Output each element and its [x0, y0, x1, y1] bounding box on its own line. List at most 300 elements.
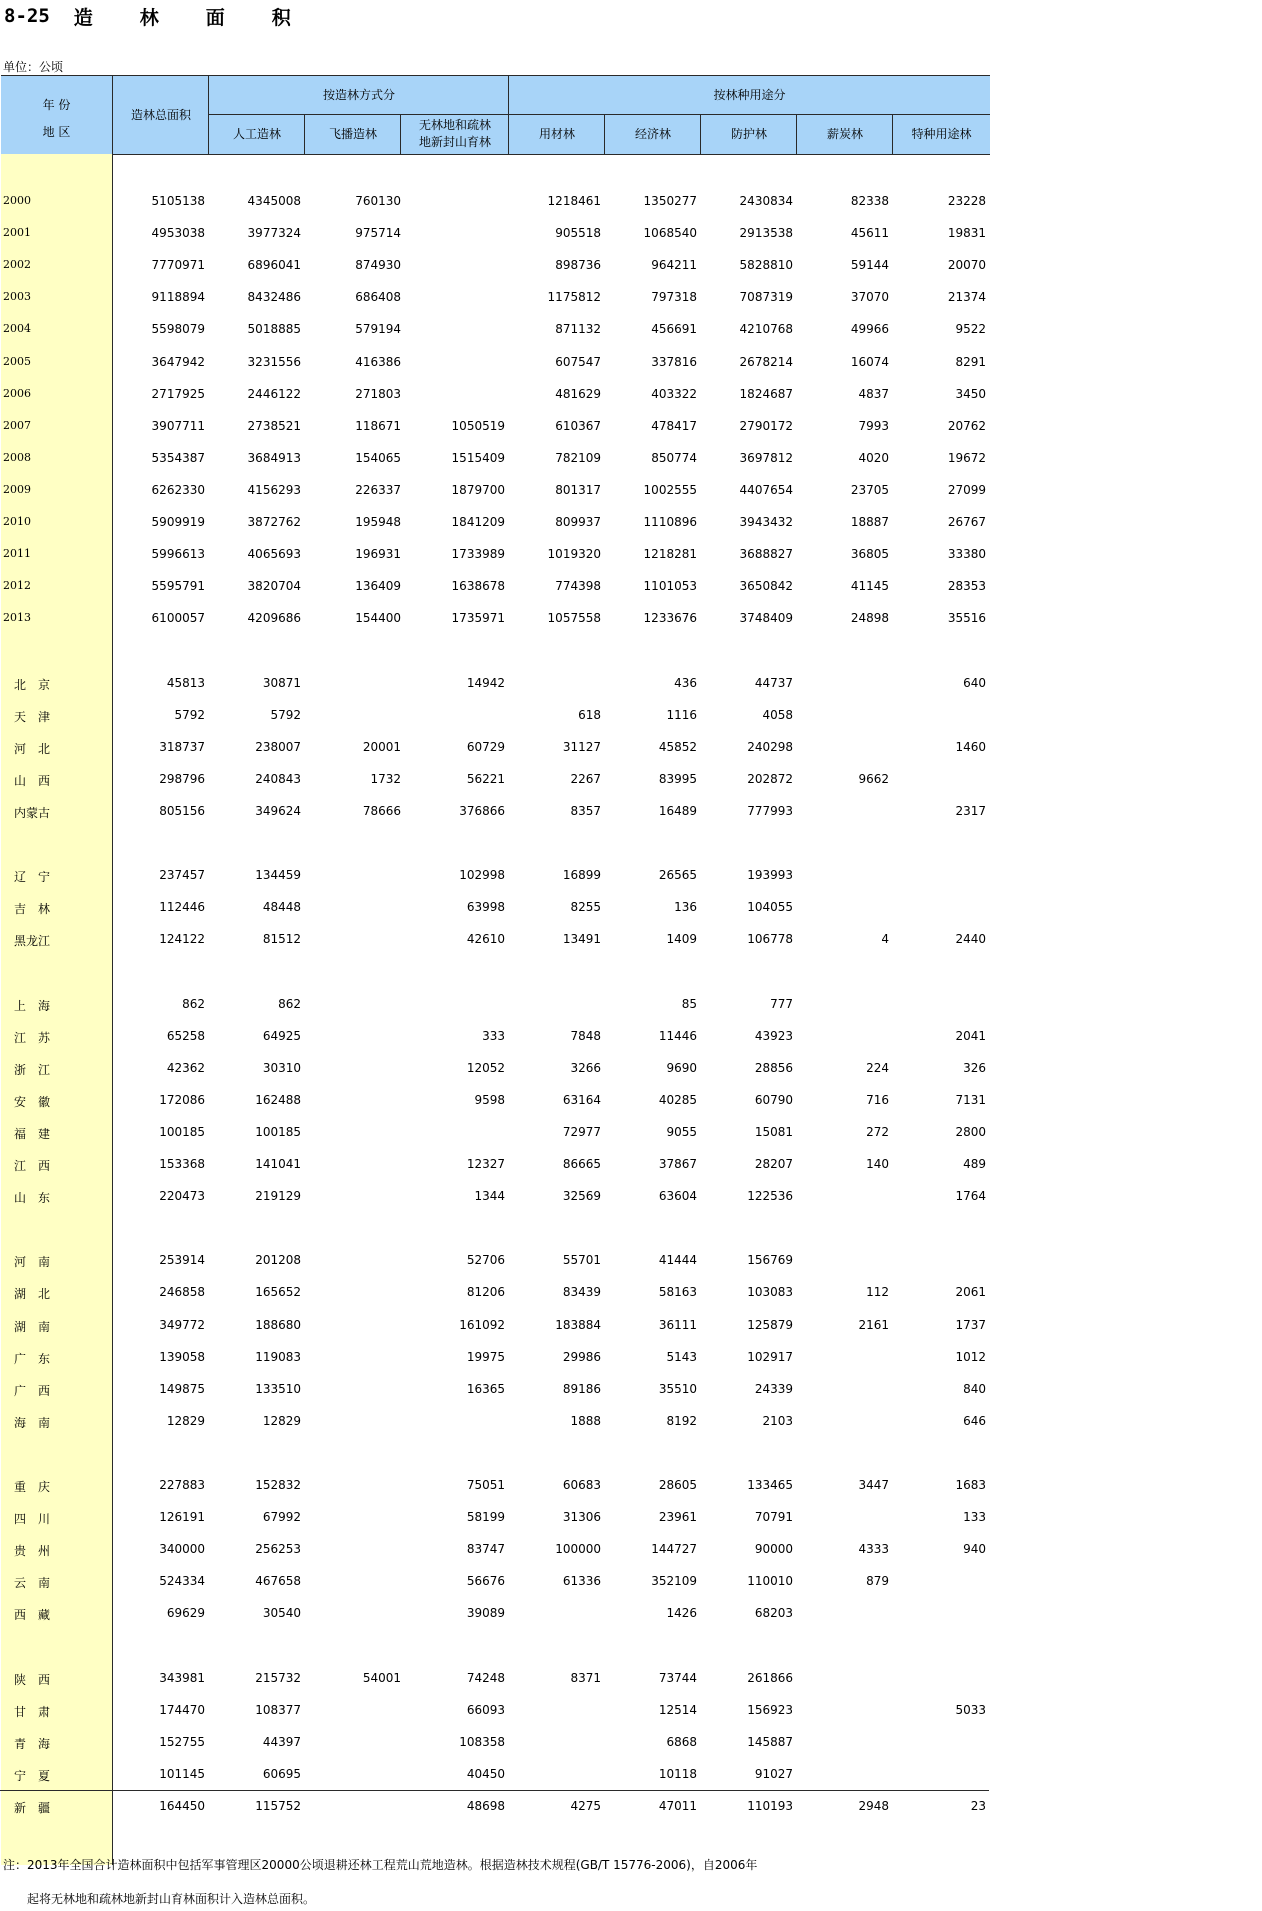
cell-value: 156923 [747, 1702, 793, 1717]
page-title [4, 2, 338, 30]
cell-value: 4210768 [739, 322, 793, 337]
cell-value: 618 [578, 707, 601, 722]
cell-value: 60683 [562, 1478, 601, 1492]
row-region: 甘 肃 [13, 1704, 50, 1719]
cell-value: 63604 [658, 1189, 697, 1204]
cell-value: 30871 [262, 675, 301, 690]
cell-value: 7993 [858, 418, 889, 433]
cell-value: 16365 [466, 1381, 505, 1396]
cell-value: 145887 [747, 1734, 793, 1749]
table-row [1, 1727, 990, 1759]
grid-line [208, 114, 990, 115]
cell-value: 44737 [754, 675, 793, 690]
cell-value: 862 [278, 996, 301, 1011]
cell-value: 4407654 [739, 482, 793, 497]
cell-value: 1409 [666, 932, 697, 947]
cell-value: 23705 [850, 482, 889, 497]
cell-value: 640 [963, 675, 986, 690]
cell-value: 8432486 [247, 290, 301, 305]
cell-value: 133465 [747, 1478, 793, 1492]
cell-value: 874930 [355, 258, 401, 273]
cell-value: 36805 [850, 547, 889, 562]
cell-value: 227883 [159, 1478, 205, 1492]
cell-value: 26767 [947, 515, 986, 529]
cell-value: 110010 [747, 1574, 793, 1589]
cell-value: 140 [866, 1157, 889, 1171]
cell-value: 219129 [255, 1189, 301, 1204]
table-row [1, 1342, 990, 1374]
cell-value: 6868 [666, 1734, 697, 1749]
cell-value: 2446122 [247, 386, 301, 401]
cell-value: 47011 [658, 1799, 697, 1813]
grid-line [400, 114, 401, 154]
title-char: 面 [205, 6, 225, 29]
header-col: 特种用途林 [911, 127, 972, 141]
cell-value: 215732 [255, 1670, 301, 1685]
cell-value: 1426 [666, 1606, 697, 1621]
cell-value: 240843 [255, 771, 301, 786]
cell-value: 801317 [555, 482, 601, 497]
table-row [1, 668, 990, 700]
header-col: 飞播造林 [328, 127, 377, 141]
cell-value: 24898 [850, 611, 889, 626]
cell-value: 2430834 [739, 194, 793, 208]
cell-value: 30540 [262, 1606, 301, 1621]
cell-value: 686408 [355, 290, 401, 305]
cell-value: 3647942 [151, 354, 205, 369]
cell-value: 403322 [651, 386, 697, 401]
cell-value: 31306 [562, 1510, 601, 1525]
header-col: 薪炭林 [826, 127, 863, 141]
cell-value: 5792 [174, 707, 205, 722]
cell-value: 898736 [555, 258, 601, 273]
cell-value: 343981 [159, 1670, 205, 1685]
cell-value: 4058 [762, 707, 793, 722]
table-number: 8-25 [4, 5, 50, 27]
cell-value: 108358 [459, 1734, 505, 1749]
cell-value: 4345008 [247, 194, 301, 208]
table-row [1, 1117, 990, 1149]
table-row [1, 1181, 990, 1213]
cell-value: 196931 [355, 547, 401, 562]
cell-value: 8192 [666, 1413, 697, 1428]
table-row [1, 700, 990, 732]
cell-value: 122536 [747, 1189, 793, 1204]
cell-value: 78666 [362, 803, 401, 818]
cell-value: 1057558 [547, 611, 601, 626]
cell-value: 777993 [747, 803, 793, 818]
row-region: 内蒙古 [13, 805, 50, 820]
footnote: 注：2013年全国合计造林面积中包括军事管理区20000公顷退耕还林工程荒山荒地造林。根据造林技术规程(GB/T 15776-2006)，自2006年 [3, 1858, 758, 1872]
cell-value: 879 [866, 1574, 889, 1589]
cell-value: 70791 [754, 1510, 793, 1525]
row-region: 河 南 [13, 1255, 50, 1270]
cell-value: 777 [770, 996, 793, 1011]
table-row [1, 186, 990, 218]
table-row [1, 989, 990, 1021]
cell-value: 220473 [159, 1189, 205, 1204]
cell-value: 607547 [555, 354, 601, 369]
cell-value: 774398 [555, 579, 601, 594]
cell-value: 2041 [955, 1028, 986, 1043]
row-region: 浙 江 [13, 1062, 50, 1077]
table-row [1, 475, 990, 507]
row-region: 江 苏 [13, 1030, 50, 1045]
cell-value: 2948 [858, 1799, 889, 1813]
cell-value: 6896041 [247, 258, 301, 273]
cell-value: 66093 [466, 1702, 505, 1717]
cell-value: 144727 [651, 1542, 697, 1557]
cell-value: 37867 [658, 1157, 697, 1171]
cell-value: 63164 [562, 1092, 601, 1107]
cell-value: 4333 [858, 1542, 889, 1557]
cell-value: 58199 [466, 1510, 505, 1525]
cell-value: 5909919 [151, 515, 205, 529]
cell-value: 1012 [955, 1349, 986, 1364]
cell-value: 1735971 [451, 611, 505, 626]
cell-value: 2317 [955, 803, 986, 818]
cell-value: 376866 [459, 803, 505, 818]
cell-value: 253914 [159, 1253, 205, 1268]
cell-value: 224 [866, 1060, 889, 1075]
cell-value: 272 [866, 1124, 889, 1139]
table-row [1, 1598, 990, 1630]
cell-value: 646 [963, 1413, 986, 1428]
table-row [1, 1021, 990, 1053]
cell-value: 9055 [666, 1124, 697, 1139]
table-row [1, 1085, 990, 1117]
cell-value: 102998 [459, 868, 505, 883]
cell-value: 81512 [262, 932, 301, 947]
cell-value: 19831 [947, 226, 986, 241]
row-region: 海 南 [13, 1415, 50, 1430]
row-region: 湖 北 [13, 1287, 50, 1302]
cell-value: 3231556 [247, 354, 301, 369]
cell-value: 74248 [466, 1670, 505, 1685]
cell-value: 3688827 [739, 547, 793, 562]
table-row [1, 282, 990, 314]
cell-value: 1116 [666, 707, 697, 722]
cell-value: 7131 [955, 1092, 986, 1107]
cell-value: 467658 [255, 1574, 301, 1589]
table-row [1, 443, 990, 475]
cell-value: 156769 [747, 1253, 793, 1268]
table-row [1, 1470, 990, 1502]
title-char: 积 [271, 6, 291, 29]
cell-value: 1733989 [451, 547, 505, 562]
cell-value: 871132 [555, 322, 601, 337]
cell-value: 2267 [570, 771, 601, 786]
row-year: 2009 [3, 482, 31, 496]
cell-value: 45611 [850, 226, 889, 241]
cell-value: 42362 [166, 1060, 205, 1075]
cell-value: 478417 [651, 418, 697, 433]
cell-value: 19672 [947, 450, 986, 465]
header-col: 经济林 [634, 127, 671, 141]
cell-value: 2161 [858, 1317, 889, 1332]
cell-value: 55701 [562, 1253, 601, 1268]
cell-value: 16899 [562, 868, 601, 883]
cell-value: 112446 [159, 900, 205, 915]
cell-value: 1515409 [451, 450, 505, 465]
cell-value: 760130 [355, 194, 401, 208]
cell-value: 28856 [754, 1060, 793, 1075]
cell-value: 2678214 [739, 354, 793, 369]
row-region: 广 西 [13, 1383, 50, 1398]
cell-value: 52706 [466, 1253, 505, 1268]
cell-value: 102917 [747, 1349, 793, 1364]
cell-value: 11446 [658, 1028, 697, 1043]
cell-value: 165652 [255, 1285, 301, 1300]
cell-value: 3872762 [247, 515, 301, 529]
cell-value: 24339 [754, 1381, 793, 1396]
cell-value: 4275 [570, 1799, 601, 1813]
cell-value: 964211 [651, 258, 697, 273]
cell-value: 21374 [947, 290, 986, 305]
cell-value: 28207 [754, 1157, 793, 1171]
cell-value: 809937 [555, 515, 601, 529]
cell-value: 42610 [466, 932, 505, 947]
cell-value: 61336 [562, 1574, 601, 1589]
cell-value: 333 [482, 1028, 505, 1043]
cell-value: 9598 [474, 1092, 505, 1107]
cell-value: 1888 [570, 1413, 601, 1428]
row-region: 四 川 [13, 1512, 50, 1527]
cell-value: 67992 [262, 1510, 301, 1525]
cell-value: 256253 [255, 1542, 301, 1557]
cell-value: 103083 [747, 1285, 793, 1300]
cell-value: 1101053 [643, 579, 697, 594]
header-year: 年 份 [42, 98, 71, 112]
cell-value: 69629 [166, 1606, 205, 1621]
cell-value: 195948 [355, 515, 401, 529]
cell-value: 3650842 [739, 579, 793, 594]
table-row [1, 1566, 990, 1598]
cell-value: 83747 [466, 1542, 505, 1557]
cell-value: 14942 [466, 675, 505, 690]
cell-value: 119083 [255, 1349, 301, 1364]
cell-value: 136409 [355, 579, 401, 594]
cell-value: 115752 [255, 1799, 301, 1813]
cell-value: 83439 [562, 1285, 601, 1300]
cell-value: 1110896 [643, 515, 697, 529]
cell-value: 3266 [570, 1060, 601, 1075]
cell-value: 15081 [754, 1124, 793, 1139]
cell-value: 153368 [159, 1157, 205, 1171]
cell-value: 81206 [466, 1285, 505, 1300]
cell-value: 12052 [466, 1060, 505, 1075]
cell-value: 1002555 [643, 482, 697, 497]
cell-value: 188680 [255, 1317, 301, 1332]
cell-value: 318737 [159, 739, 205, 754]
cell-value: 19975 [466, 1349, 505, 1364]
cell-value: 106778 [747, 932, 793, 947]
cell-value: 3450 [955, 386, 986, 401]
cell-value: 100185 [255, 1124, 301, 1139]
row-region: 贵 州 [13, 1544, 50, 1559]
cell-value: 1068540 [643, 226, 697, 241]
cell-value: 7770971 [151, 258, 205, 273]
cell-value: 44397 [262, 1734, 301, 1749]
cell-value: 39089 [466, 1606, 505, 1621]
cell-value: 58163 [658, 1285, 697, 1300]
row-year: 2008 [3, 450, 31, 464]
cell-value: 89186 [562, 1381, 601, 1396]
table-row [1, 1791, 990, 1823]
cell-value: 110193 [747, 1799, 793, 1813]
cell-value: 9662 [858, 771, 889, 786]
cell-value: 20001 [362, 739, 401, 754]
cell-value: 261866 [747, 1670, 793, 1685]
cell-value: 9690 [666, 1060, 697, 1075]
cell-value: 68203 [754, 1606, 793, 1621]
cell-value: 716 [866, 1092, 889, 1107]
cell-value: 1344 [474, 1189, 505, 1204]
cell-value: 246858 [159, 1285, 205, 1300]
cell-value: 161092 [459, 1317, 505, 1332]
cell-value: 72977 [562, 1124, 601, 1139]
cell-value: 12514 [658, 1702, 697, 1717]
table-row [1, 892, 990, 924]
cell-value: 7087319 [739, 290, 793, 305]
cell-value: 1050519 [451, 418, 505, 433]
cell-value: 91027 [754, 1766, 793, 1781]
row-region: 新 疆 [13, 1801, 50, 1815]
cell-value: 489 [963, 1157, 986, 1171]
cell-value: 456691 [651, 322, 697, 337]
table-row [1, 1534, 990, 1566]
table-header [1, 75, 990, 155]
table-row [1, 924, 990, 956]
cell-value: 12829 [166, 1413, 205, 1428]
cell-value: 30310 [262, 1060, 301, 1075]
cell-value: 2103 [762, 1413, 793, 1428]
grid-line [700, 114, 701, 154]
cell-value: 43923 [754, 1028, 793, 1043]
cell-value: 340000 [159, 1542, 205, 1557]
cell-value: 172086 [159, 1092, 205, 1107]
row-region: 河 北 [13, 741, 50, 756]
cell-value: 154065 [355, 450, 401, 465]
cell-value: 20762 [947, 418, 986, 433]
row-year: 2003 [3, 290, 31, 304]
row-region: 辽 宁 [13, 870, 50, 885]
cell-value: 45852 [658, 739, 697, 754]
cell-value: 9118894 [151, 290, 205, 305]
cell-value: 133510 [255, 1381, 301, 1396]
table-row [1, 1663, 990, 1695]
cell-value: 152755 [159, 1734, 205, 1749]
table-row [1, 1759, 990, 1791]
table-row [1, 1374, 990, 1406]
cell-value: 29986 [562, 1349, 601, 1364]
cell-value: 133 [963, 1510, 986, 1525]
cell-value: 3447 [858, 1478, 889, 1492]
cell-value: 3697812 [739, 450, 793, 465]
cell-value: 2061 [955, 1285, 986, 1300]
cell-value: 1175812 [547, 290, 601, 305]
cell-value: 108377 [255, 1702, 301, 1717]
cell-value: 1879700 [451, 482, 505, 497]
cell-value: 112 [866, 1285, 889, 1300]
header-col: 地新封山育林 [418, 134, 491, 149]
cell-value: 975714 [355, 226, 401, 241]
cell-value: 83995 [658, 771, 697, 786]
cell-value: 26565 [658, 868, 697, 883]
cell-value: 1841209 [451, 515, 505, 529]
cell-value: 3748409 [739, 611, 793, 626]
cell-value: 54001 [362, 1670, 401, 1685]
table-row [1, 218, 990, 250]
cell-value: 1638678 [451, 579, 505, 594]
grid-line [892, 114, 893, 154]
row-year: 2007 [3, 418, 31, 432]
cell-value: 862 [182, 996, 205, 1011]
table-row [1, 732, 990, 764]
row-region: 江 西 [13, 1159, 50, 1173]
cell-value: 4065693 [247, 547, 301, 562]
table-row [1, 1053, 990, 1085]
cell-value: 56221 [466, 771, 505, 786]
header-total: 造林总面积 [130, 107, 191, 122]
header-col: 人工造林 [232, 127, 281, 141]
cell-value: 4837 [858, 386, 889, 401]
cell-value: 237457 [159, 868, 205, 883]
cell-value: 1218281 [643, 547, 697, 562]
row-region: 陕 西 [13, 1672, 50, 1687]
cell-value: 3977324 [247, 226, 301, 241]
cell-value: 2800 [955, 1124, 986, 1139]
cell-value: 101145 [159, 1766, 205, 1781]
table-row [1, 507, 990, 539]
cell-value: 940 [963, 1542, 986, 1557]
cell-value: 905518 [555, 226, 601, 241]
grid-line [304, 114, 305, 154]
row-year: 2010 [3, 515, 31, 528]
cell-value: 5018885 [247, 322, 301, 337]
cell-value: 59144 [850, 258, 889, 273]
cell-value: 5996613 [151, 547, 205, 562]
row-year: 2004 [3, 322, 31, 336]
cell-value: 48698 [466, 1799, 505, 1813]
cell-value: 125879 [747, 1317, 793, 1332]
cell-value: 1764 [955, 1189, 986, 1204]
cell-value: 298796 [159, 771, 205, 786]
cell-value: 48448 [262, 900, 301, 915]
cell-value: 16489 [658, 803, 697, 818]
cell-value: 124122 [159, 932, 205, 947]
cell-value: 65258 [166, 1028, 205, 1043]
cell-value: 240298 [747, 739, 793, 754]
cell-value: 481629 [555, 386, 601, 401]
cell-value: 2913538 [739, 226, 793, 241]
cell-value: 60729 [466, 739, 505, 754]
cell-value: 2440 [955, 932, 986, 947]
cell-value: 20070 [947, 258, 986, 273]
cell-value: 1233676 [643, 611, 697, 626]
cell-value: 8291 [955, 354, 986, 369]
cell-value: 164450 [159, 1799, 205, 1813]
cell-value: 3907711 [151, 418, 205, 433]
cell-value: 1683 [955, 1478, 986, 1492]
table-row [1, 603, 990, 635]
cell-value: 64925 [262, 1028, 301, 1043]
cell-value: 18887 [850, 515, 889, 529]
cell-value: 610367 [555, 418, 601, 433]
table-row [1, 379, 990, 411]
cell-value: 104055 [747, 900, 793, 915]
cell-value: 149875 [159, 1381, 205, 1396]
